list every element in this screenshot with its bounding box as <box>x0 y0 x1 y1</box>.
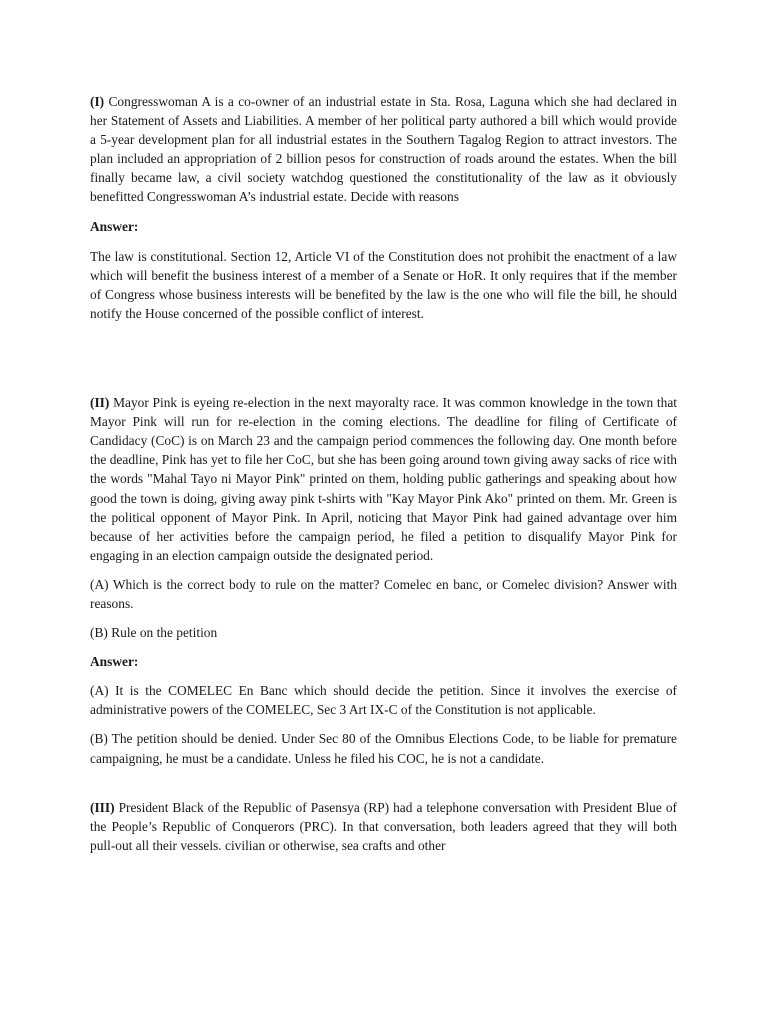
question-2-label: (II) <box>90 395 110 411</box>
answer-2-heading: Answer: <box>90 654 139 670</box>
question-3-text: President Black of the Republic of Pasensya (RP) had a telephone conversation with President Blue of the People’s Republic of Conquerors (PRC). In that conversation, both leaders agreed that they will both pull-out all their vessels. civilian or otherwise, sea crafts and other <box>90 799 677 853</box>
question-2-text: Mayor Pink is eyeing re-election in the next mayoralty race. It was common knowledge in the town that Mayor Pink will run for re-election in the coming elections. The deadline for filing of Certificate of Candidacy (CoC) is on March 23 and the campaign period commences the following day. One month before the deadline, Pink has yet to file her CoC, but she has been going around town giving away sacks of rice with the words "Mahal Tayo ni Mayor Pink" printed on them, holding public gatherings and speaking about how good the town is doing, giving away pink t-shirts with "Kay Mayor Pink Ako" printed on them. Mr. Green is the political opponent of Mayor Pink. In April, noticing that Mayor Pink had gained advantage over him because of her activities before the campaign period, he filed a petition to disqualify Mayor Pink for engaging in an election campaign outside the designated period. <box>90 395 678 563</box>
question-1-label: (I) <box>90 94 105 109</box>
question-2 <box>90 393 677 565</box>
answer-1-heading: Answer: <box>90 218 139 234</box>
question-1 <box>90 92 677 207</box>
answer-1-text: The law is constitutional. Section 12, Article VI of the Constitution does not prohibit the enactment of a law which will benefit the business interest of a member of a Senate or HoR. It only requires that if the member of Congress whose business interests will be benefited by the law is the one who will file the bill, he should notify the House concerned of the possible conflict of interest. <box>90 248 677 321</box>
question-2-sub-b: (B) Rule on the petition <box>90 625 218 641</box>
answer-2-a: (A) It is the COMELEC En Banc which should decide the petition. Since it involves the exercise of administrative powers of the COMELEC, Sec 3 Art IX-C of the Constitution is not applicable. <box>90 683 677 718</box>
question-1-text: Congresswoman A is a co-owner of an industrial estate in Sta. Rosa, Laguna which she had declared in her Statement of Assets and Liabilities. A member of her political party authored a bill which would provide a 5-year development plan for all industrial estates in the Southern Tagalog Region to attract investors. The plan included an appropriation of 2 billion pesos for construction of roads around the estates. When the bill finally became law, a civil society watchdog questioned the constitutionality of the law as it obviously benefitted Congresswoman A’s industrial estate. Decide with reasons <box>90 94 677 205</box>
document-page <box>90 92 677 855</box>
question-3-label: (III) <box>90 799 115 815</box>
question-2-sub-a: (A) Which is the correct body to rule on the matter? Comelec en banc, or Comelec division? Answer with reasons. <box>90 576 677 611</box>
answer-2-b: (B) The petition should be denied. Under Sec 80 of the Omnibus Elections Code, to be liable for premature campaigning, he must be a candidate. Unless he filed his COC, he is not a candidate. <box>90 731 677 766</box>
question-3 <box>90 798 677 855</box>
